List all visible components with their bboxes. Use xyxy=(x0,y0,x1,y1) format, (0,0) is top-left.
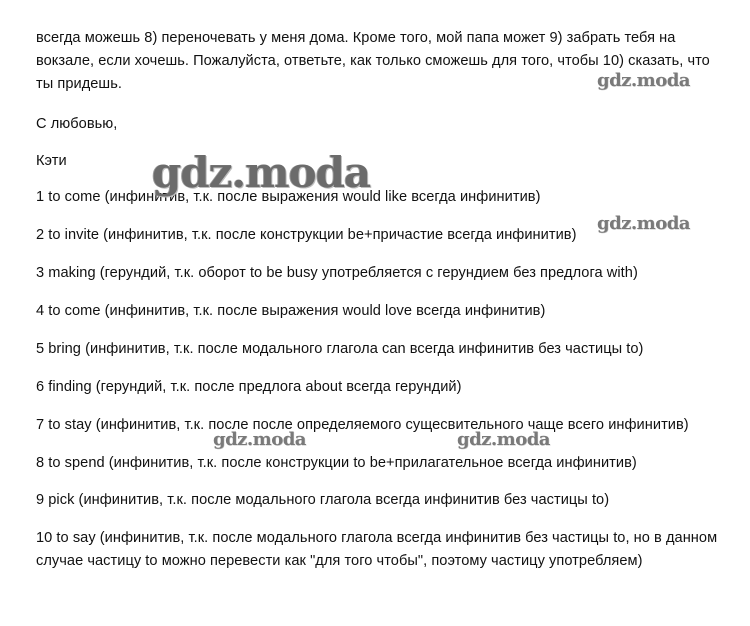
answer-9: 9 pick (инфинитив, т.к. после модального глагола всегда инфинитив без частицы to) xyxy=(36,492,610,508)
answer-1: 1 to come (инфинитив, т.к. после выражения would like всегда инфинитив) xyxy=(36,189,541,205)
answer-3: 3 making (герундий, т.к. оборот to be busy употребляется с герундием без предлога with) xyxy=(36,265,638,281)
answer-4: 4 to come (инфинитив, т.к. после выражения would love всегда инфинитив) xyxy=(36,303,546,319)
answer-7: 7 to stay (инфинитив, т.к. после после определяемого сущесвительного чаще всего инфинитив) xyxy=(36,417,689,433)
letter-paragraph-line-3: ты придешь. xyxy=(36,76,122,92)
letter-closing: С любовью, xyxy=(36,116,118,132)
watermark-logo: gdz.moda xyxy=(213,429,306,450)
answer-2: 2 to invite (инфинитив, т.к. после конструкции be+причастие всегда инфинитив) xyxy=(36,227,577,243)
letter-paragraph-line-1: всегда можешь 8) переночевать у меня дома. Кроме того, мой папа может 9) забрать тебя на xyxy=(36,30,676,46)
answer-10-line-1: 10 to say (инфинитив, т.к. после модального глагола всегда инфинитив без частицы to, но в данном xyxy=(36,530,718,546)
answer-10-line-2: случае частицу to можно перевести как "для того чтобы", поэтому частицу употребляем) xyxy=(36,553,643,569)
letter-paragraph-line-2: вокзале, если хочешь. Пожалуйста, ответьте, как только сможешь для того, чтобы 10) сказать, что xyxy=(36,53,710,69)
watermark-logo: gdz.moda xyxy=(152,148,371,197)
watermark-logo: gdz.moda xyxy=(597,70,690,91)
answer-8: 8 to spend (инфинитив, т.к. после конструкции to be+прилагательное всегда инфинитив) xyxy=(36,455,637,471)
letter-signature: Кэти xyxy=(36,153,67,169)
watermark-logo: gdz.moda xyxy=(597,213,690,234)
answer-5: 5 bring (инфинитив, т.к. после модального глагола can всегда инфинитив без частицы to) xyxy=(36,341,644,357)
watermark-logo: gdz.moda xyxy=(457,429,550,450)
answer-6: 6 finding (герундий, т.к. после предлога about всегда герундий) xyxy=(36,379,462,395)
